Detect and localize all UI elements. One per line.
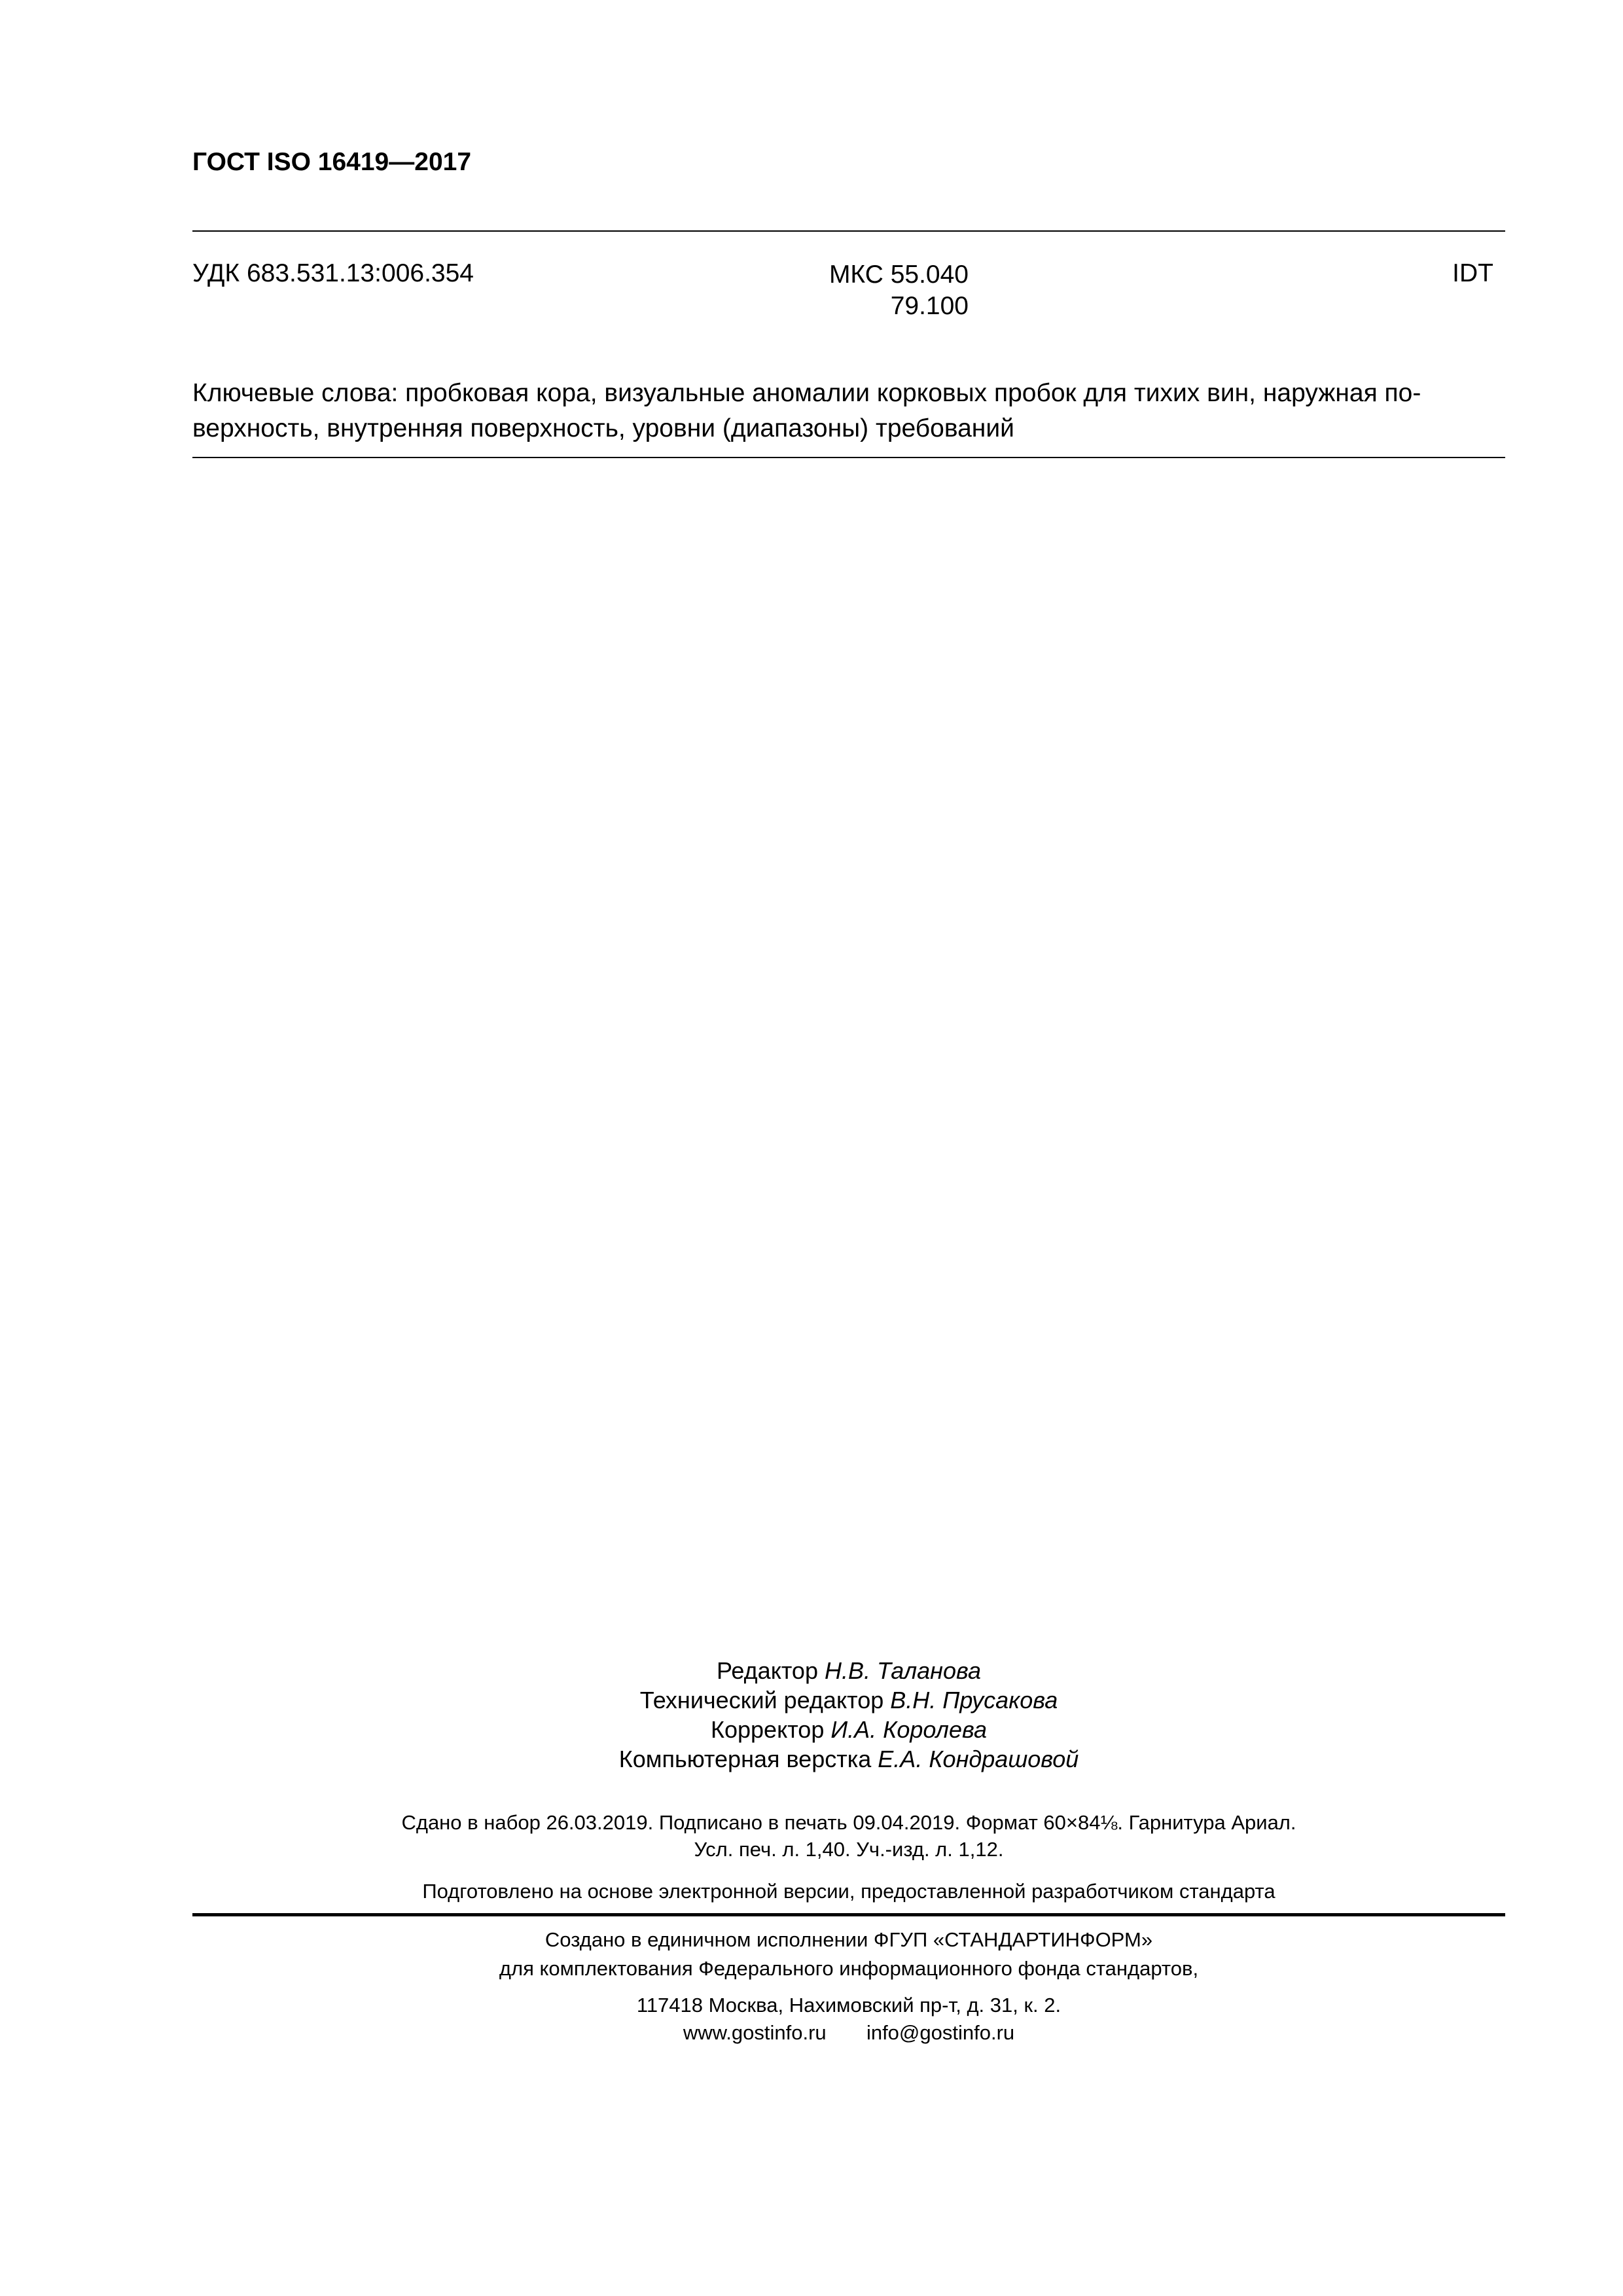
publisher-address: 117418 Москва, Нахимовский пр-т, д. 31, к. 2.: [636, 1994, 1061, 2017]
credit-role: Технический редактор: [639, 1687, 884, 1713]
credit-person: И.А. Королева: [830, 1716, 987, 1743]
keywords-divider: [192, 457, 1505, 458]
credit-role: Редактор: [717, 1657, 818, 1684]
top-divider: [192, 230, 1505, 232]
udk-code: УДК 683.531.13:006.354: [192, 259, 474, 287]
created-line-1: Создано в единичном исполнении ФГУП «СТАНДАРТИНФОРМ»: [544, 1928, 1153, 1951]
prepared-note: Подготовлено на основе электронной версии, предоставленной разработчиком стандарта: [422, 1880, 1275, 1903]
imprint-divider: [192, 1913, 1505, 1916]
print-info-line-1: Сдано в набор 26.03.2019. Подписано в печать 09.04.2019. Формат 60×84⅛. Гарнитура Ариал.: [401, 1811, 1296, 1834]
print-info-line-2: Усл. печ. л. 1,40. Уч.-изд. л. 1,12.: [694, 1838, 1004, 1861]
document-code: ГОСТ ISO 16419—2017: [192, 148, 472, 176]
mks-codes: [785, 259, 969, 322]
credit-editor: [192, 1657, 1505, 1685]
contacts: [192, 2021, 1505, 2045]
keywords-text: Ключевые слова: пробковая кора, визуальные аномалии корковых пробок для тихих вин, наружная по-верхность, внутренняя поверхность, уровни (диапазоны) требований: [192, 379, 1421, 442]
mks-line-2: 79.100: [890, 292, 969, 320]
credit-technical-editor: [192, 1687, 1505, 1714]
credit-corrector: [192, 1716, 1505, 1744]
equivalence-mark: IDT: [1452, 259, 1493, 287]
email-link[interactable]: info@gostinfo.ru: [866, 2021, 1015, 2044]
mks-line-1: МКС 55.040: [829, 260, 969, 289]
credit-layout: [192, 1746, 1505, 1773]
credit-role: Компьютерная верстка: [618, 1746, 872, 1772]
credit-person: Е.А. Кондрашовой: [878, 1746, 1079, 1772]
credit-person: В.Н. Прусакова: [890, 1687, 1058, 1713]
created-line-2: для комплектования Федерального информационного фонда стандартов,: [499, 1957, 1199, 1980]
credit-role: Корректор: [711, 1716, 825, 1743]
website-link[interactable]: www.gostinfo.ru: [683, 2021, 827, 2044]
credit-person: Н.В. Таланова: [824, 1657, 981, 1684]
